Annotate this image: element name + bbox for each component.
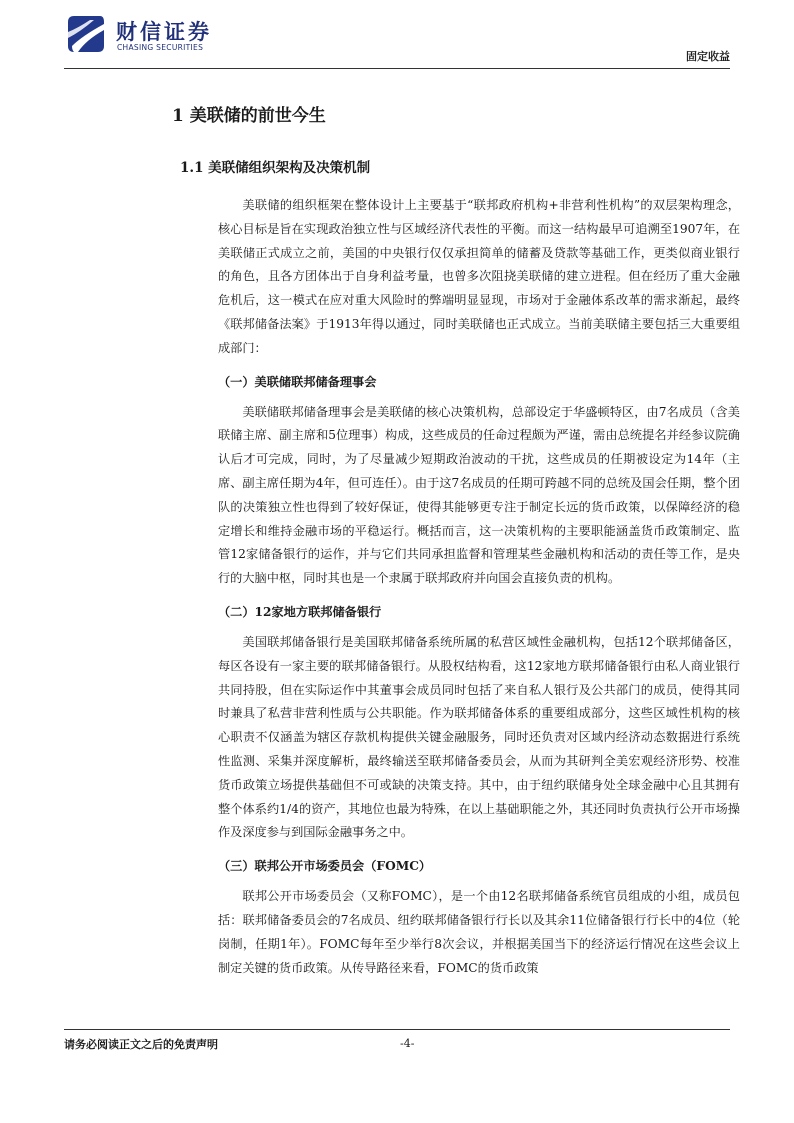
company-logo — [64, 12, 214, 58]
sub-heading-fomc: （三）联邦公开市场委员会（FOMC） — [218, 859, 432, 874]
logo-chinese-name: 财信证券 — [116, 20, 212, 44]
report-category: 固定收益 — [686, 50, 730, 63]
reserve-banks-paragraph: 美国联邦储备银行是美国联邦储备系统所属的私营区域性金融机构，包括12个联邦储备区，每区各设有一家主要的联邦储备银行。从股权结构看，这12家地方联邦储备银行由私人商业银行共同持股，但在实际运作中其董事会成员同时包括了来自私人银行及公共部门的成员，使得其同时兼具了私营非营利性质与公共职能。作为联邦储备体系的重要组成部分，这些区域性机构的核心职责不仅涵盖为辖区存款机构提供关键金融服务，同时还负责对区域内经济动态数据进行系统性监测、采集并深度解析，最终输送至联邦储备委员会，从而为其研判全美宏观经济形势、校准货币政策立场提供基础但不可或缺的决策支持。其中，由于纽约联储身处全球金融中心且其拥有整个体系约1/4的资产，其地位也最为特殊，在以上基础职能之外，其还同时负责执行公开市场操作及深度参与到国际金融事务之中。 — [218, 634, 740, 840]
sub-heading-board: （一）美联储联邦储备理事会 — [218, 374, 377, 389]
fomc-paragraph: 联邦公开市场委员会（又称FOMC），是一个由12名联邦储备系统官员组成的小组，成员包括：联邦储备委员会的7名成员、纽约联邦储备银行行长以及其余11位储备银行行长中的4位（轮岗制，任期1年）。FOMC每年至少举行8次会议，并根据美国当下的经济运行情况在这些会议上制定关键的货币政策。从传导路径来看，FOMC的货币政策 — [218, 889, 740, 975]
subsection-heading: 1.1 美联储组织架构及决策机制 — [180, 160, 371, 176]
intro-paragraph: 美联储的组织框架在整体设计上主要基于“联邦政府机构+非营利性机构”的双层架构理念，核心目标是旨在实现政治独立性与区域经济代表性的平衡。而这一结构最早可追溯至1907年，在美联储正式成立之前，美国的中央银行仅仅承担简单的储蓄及贷款等基础工作，更类似商业银行的角色，且各方团体出于自身利益考量，也曾多次阻挠美联储的建立进程。但在经历了重大金融危机后，这一模式在应对重大风险时的弊端明显显现，市场对于金融体系改革的需求渐起，最终《联邦储备法案》于1913年得以通过，同时美联储也正式成立。当前美联储主要包括三大重要组成部门： — [218, 198, 740, 355]
footer-divider — [64, 1029, 730, 1030]
section-heading: 1 美联储的前世今生 — [172, 106, 326, 126]
sub-heading-reserve-banks: （二）12家地方联邦储备银行 — [218, 604, 382, 619]
logo-emblem-icon — [64, 12, 108, 56]
board-paragraph: 美联储联邦储备理事会是美联储的核心决策机构，总部设定于华盛顿特区，由7名成员（含美联储主席、副主席和5位理事）构成，这些成员的任命过程颇为严谨，需由总统提名并经参议院确认后才可完成，同时，为了尽量减少短期政治波动的干扰，这些成员的任期被设定为14年（主席、副主席任期为4年，但可连任）。由于这7名成员的任期可跨越不同的总统及国会任期，整个团队的决策独立性也得到了较好保证，使得其能够更专注于制定长远的货币政策，以保障经济的稳定增长和维持金融市场的平稳运行。概括而言，这一决策机构的主要职能涵盖货币政策制定、监管12家储备银行的运作，并与它们共同承担监督和管理某些金融机构和活动的责任等工作，是央行的大脑中枢，同时其也是一个隶属于联邦政府并向国会直接负责的机构。 — [218, 404, 740, 586]
header-divider — [64, 68, 730, 69]
page-number: -4- — [400, 1037, 415, 1050]
logo-english-name: CHASING SECURITIES — [117, 43, 204, 52]
disclaimer-note: 请务必阅读正文之后的免责声明 — [64, 1038, 218, 1051]
report-body — [172, 100, 740, 980]
